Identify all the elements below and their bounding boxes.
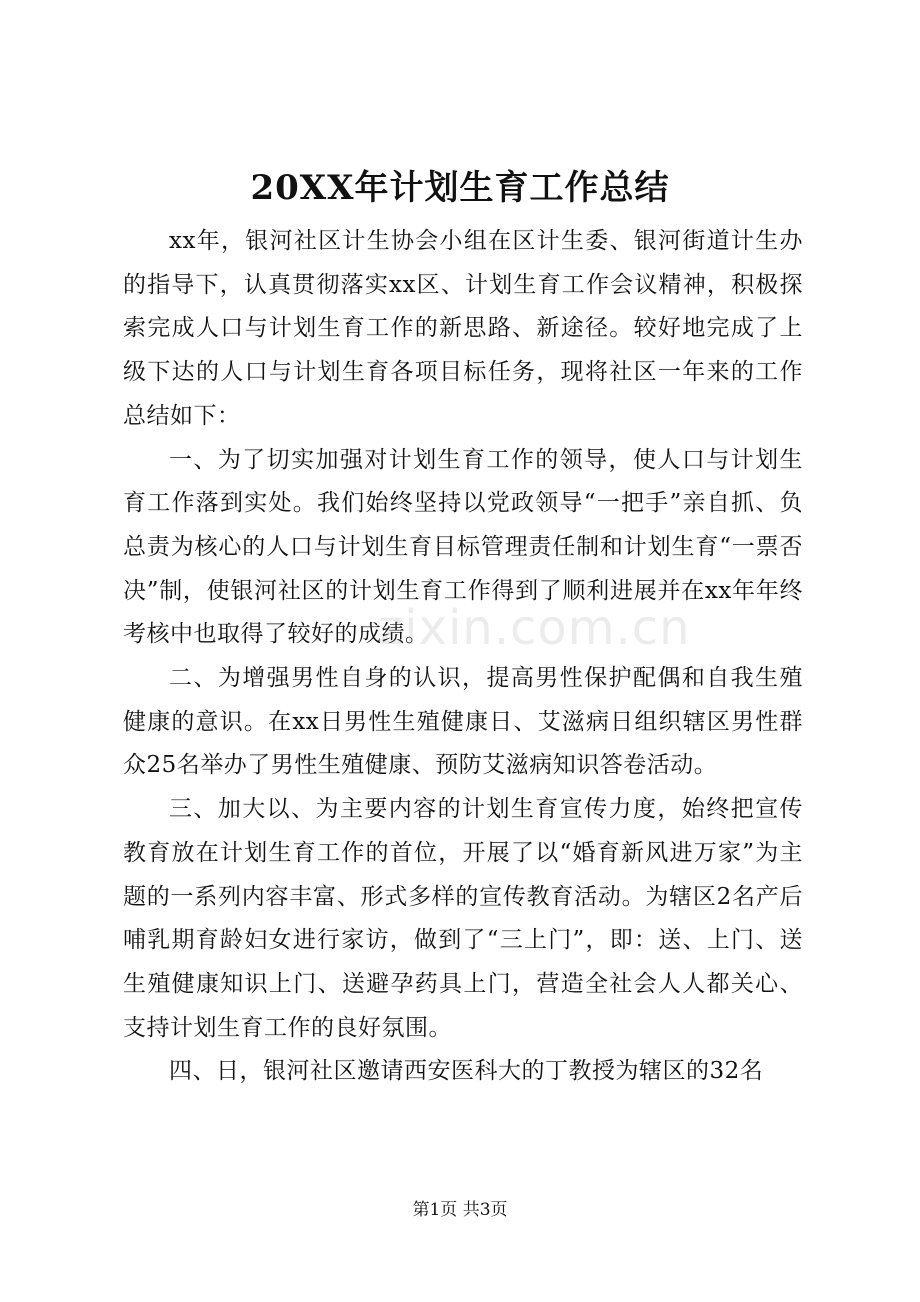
document-body — [123, 220, 803, 1094]
page-number-footer: 第1页 共3页 — [412, 1200, 508, 1220]
paragraph-intro: xx年，银河社区计生协会小组在区计生委、银河街道计生办的指导下，认真贯彻落实xx区、计划生育工作会议精神，积极探索完成人口与计划生育工作的新思路、新途径。较好地完成了上级下达的人口与计划生育各项目标任务，现将社区一年来的工作总结如下： — [123, 228, 803, 429]
paragraph-section-1: 一、为了切实加强对计划生育工作的领导，使人口与计划生育工作落到实处。我们始终坚持以党政领导“一把手”亲自抓、负总责为核心的人口与计划生育目标管理责任制和计划生育“一票否决”制，使银河社区的计划生育工作得到了顺利进展并在xx年年终考核中也取得了较好的成绩。 — [123, 446, 803, 648]
paragraph-section-2: 二、为增强男性自身的认识，提高男性保护配偶和自我生殖健康的意识。在xx日男性生殖健康日、艾滋病日组织辖区男性群众25名举办了男性生殖健康、预防艾滋病知识答卷活动。 — [123, 665, 803, 779]
watermark: zixin.com.cn — [378, 600, 691, 656]
paragraph-section-4: 四、日，银河社区邀请西安医科大的丁教授为辖区的32名 — [169, 1058, 764, 1085]
document-title: 20XX年计划生育工作总结 — [250, 168, 670, 208]
paragraph-section-3: 三、加大以、为主要内容的计划生育宣传力度，始终把宣传教育放在计划生育工作的首位，开展了以“婚育新风进万家”为主题的一系列内容丰富、形式多样的宣传教育活动。为辖区2名产后哺乳期育龄妇女进行家访，做到了“三上门”，即：送、上门、送生殖健康知识上门、送避孕药具上门，营造全社会人人都关心、支持计划生育工作的良好氛围。 — [123, 796, 803, 1041]
